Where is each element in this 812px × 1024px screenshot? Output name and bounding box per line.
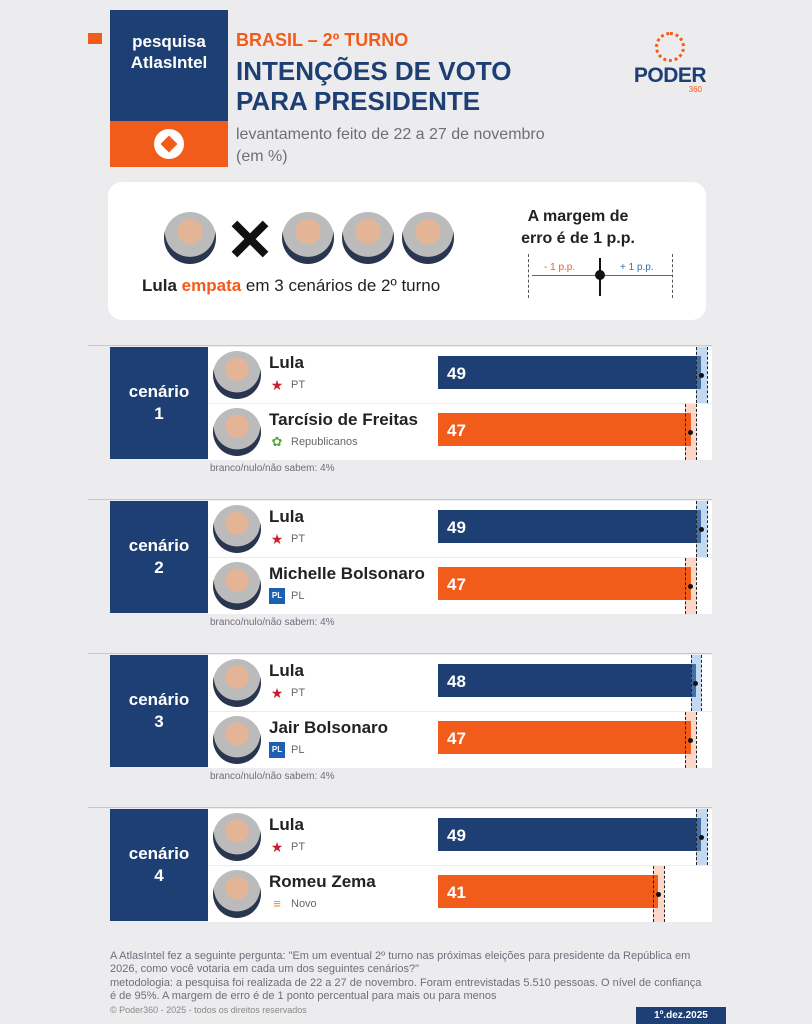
publisher-number: 360 bbox=[688, 85, 702, 94]
vote-bar bbox=[438, 510, 701, 543]
error-min-line bbox=[696, 347, 697, 403]
error-max-line bbox=[707, 809, 708, 865]
error-min-line bbox=[696, 809, 697, 865]
kicker: BRASIL – 2º TURNO bbox=[236, 30, 409, 50]
versus-icon bbox=[230, 219, 270, 259]
scenario-divider bbox=[88, 653, 712, 654]
point-estimate bbox=[688, 738, 693, 743]
lula-avatar bbox=[213, 813, 261, 861]
party-name: PT bbox=[291, 379, 306, 391]
scenario-divider bbox=[88, 807, 712, 808]
scenario-label bbox=[110, 347, 208, 459]
scenario-label-word: cenário bbox=[128, 536, 190, 555]
candidate-name: Lula bbox=[269, 507, 304, 526]
survey-question: A AtlasIntel fez a seguinte pergunta: "Em um eventual 2º turno nas próximas eleições para presidente da República em 2026, como você votaria em cada um dos seguintes cenários?" bbox=[110, 950, 691, 975]
scale-minus-label: - 1 p.p. bbox=[544, 262, 576, 273]
summary-card bbox=[108, 182, 706, 320]
lula-avatar bbox=[213, 505, 261, 553]
pl-icon: PL bbox=[269, 742, 285, 758]
error-min-line bbox=[691, 655, 692, 711]
point-estimate bbox=[699, 373, 704, 378]
summary-highlight: empata bbox=[181, 276, 242, 295]
atlasintel-brand bbox=[110, 10, 228, 167]
candidate-name: Lula bbox=[269, 815, 304, 834]
candidate-row bbox=[208, 809, 438, 865]
error-range bbox=[691, 655, 702, 711]
scenario-label-number: 1 bbox=[154, 404, 164, 423]
undecided-note: branco/nulo/não sabem: 4% bbox=[210, 771, 335, 782]
candidate-party bbox=[269, 377, 305, 393]
candidate-party bbox=[269, 531, 305, 547]
vote-bar bbox=[438, 875, 658, 908]
brand-logo-band bbox=[110, 121, 228, 167]
error-min-line bbox=[685, 558, 686, 614]
candidate-row bbox=[208, 712, 438, 768]
error-max-line bbox=[664, 866, 665, 922]
lula-avatar bbox=[213, 659, 261, 707]
scenario-label-number: 3 bbox=[154, 712, 164, 731]
bar-track bbox=[438, 404, 712, 460]
error-min-line bbox=[653, 866, 654, 922]
candidate-party bbox=[269, 434, 358, 450]
summary-text-start: Lula bbox=[142, 276, 182, 295]
tarcisio-de-freitas-avatar bbox=[213, 408, 261, 456]
party-name: PL bbox=[291, 590, 305, 602]
candidate-row bbox=[208, 558, 438, 614]
michelle-bolsonaro-avatar bbox=[213, 562, 261, 610]
error-min-line bbox=[685, 404, 686, 460]
bar-track bbox=[438, 347, 712, 403]
error-range bbox=[685, 558, 696, 614]
vote-bar bbox=[438, 567, 691, 600]
bar-value-label: 49 bbox=[447, 826, 466, 845]
error-range bbox=[685, 404, 696, 460]
bar-track bbox=[438, 866, 712, 922]
brand-label bbox=[110, 10, 228, 121]
party-name: Republicanos bbox=[291, 436, 358, 448]
error-max-line bbox=[701, 655, 702, 711]
bar-track bbox=[438, 501, 712, 557]
page-title: INTENÇÕES DE VOTO PARA PRESIDENTE bbox=[236, 56, 512, 116]
error-max-line bbox=[707, 347, 708, 403]
bar-value-label: 41 bbox=[447, 883, 466, 902]
scale-center-dot bbox=[595, 270, 605, 280]
scenario-1 bbox=[88, 345, 712, 475]
candidate-party bbox=[269, 839, 305, 855]
header-accent bbox=[88, 33, 102, 44]
publisher-name: PODER bbox=[633, 64, 707, 87]
error-min-line bbox=[696, 501, 697, 557]
margin-of-error-title: A margem de erro é de 1 p.p. bbox=[521, 208, 635, 247]
scenario-2 bbox=[88, 499, 712, 629]
error-range bbox=[685, 712, 696, 768]
star-icon: ★ bbox=[270, 377, 284, 393]
scale-right-bound bbox=[672, 254, 673, 298]
lula-avatar bbox=[213, 351, 261, 399]
bar-value-label: 47 bbox=[447, 421, 466, 440]
error-range bbox=[696, 809, 707, 865]
novo-icon: ≡ bbox=[273, 896, 281, 911]
date-badge: 1º.dez.2025 bbox=[636, 1007, 726, 1024]
jair-bolsonaro-avatar bbox=[282, 212, 334, 264]
lula-avatar bbox=[164, 212, 216, 264]
candidate-row bbox=[208, 501, 438, 557]
bar-value-label: 49 bbox=[447, 364, 466, 383]
candidate-row bbox=[208, 866, 438, 922]
point-estimate bbox=[699, 835, 704, 840]
scenario-label-word: cenário bbox=[128, 690, 190, 709]
point-estimate bbox=[699, 527, 704, 532]
candidate-name: Lula bbox=[269, 353, 304, 372]
sun-icon bbox=[655, 32, 685, 62]
candidate-name: Romeu Zema bbox=[269, 872, 376, 891]
poder360-logo bbox=[632, 32, 708, 94]
undecided-note: branco/nulo/não sabem: 4% bbox=[210, 463, 335, 474]
undecided-note: branco/nulo/não sabem: 4% bbox=[210, 617, 335, 628]
error-min-line bbox=[685, 712, 686, 768]
candidate-row bbox=[208, 655, 438, 711]
scenario-label-word: cenário bbox=[128, 382, 190, 401]
error-max-line bbox=[696, 404, 697, 460]
error-max-line bbox=[707, 501, 708, 557]
scenario-label bbox=[110, 809, 208, 921]
point-estimate bbox=[693, 681, 698, 686]
bar-track bbox=[438, 558, 712, 614]
candidate-row bbox=[208, 404, 438, 460]
candidate-name: Michelle Bolsonaro bbox=[269, 564, 425, 583]
bar-track bbox=[438, 712, 712, 768]
bar-value-label: 47 bbox=[447, 575, 466, 594]
candidate-party bbox=[269, 588, 304, 604]
margin-scale bbox=[528, 254, 676, 300]
vote-bar bbox=[438, 356, 701, 389]
candidate-name: Lula bbox=[269, 661, 304, 680]
bar-value-label: 47 bbox=[447, 729, 466, 748]
candidate-name: Jair Bolsonaro bbox=[269, 718, 389, 737]
scenario-divider bbox=[88, 499, 712, 500]
scenario-divider bbox=[88, 345, 712, 346]
party-name: PT bbox=[291, 687, 306, 699]
scenario-label-number: 4 bbox=[154, 866, 164, 885]
bar-value-label: 48 bbox=[447, 672, 466, 691]
bar-value-label: 49 bbox=[447, 518, 466, 537]
atlasintel-logo-icon bbox=[154, 129, 184, 159]
methodology: metodologia: a pesquisa foi realizada de 22 a 27 de novembro. Foram entrevistadas 5.510 pessoas. O nível de confiança é de 95%. A margem de erro é de 1 ponto percentual para mais ou para menos bbox=[110, 977, 702, 1002]
bar-track bbox=[438, 809, 712, 865]
scenario-3 bbox=[88, 653, 712, 783]
tarcisio-avatar bbox=[402, 212, 454, 264]
party-name: PL bbox=[291, 744, 305, 756]
summary-text-end: em 3 cenários de 2º turno bbox=[241, 276, 441, 295]
star-icon: ★ bbox=[270, 531, 284, 547]
copyright: © Poder360 - 2025 - todos os direitos reservados bbox=[110, 1005, 307, 1015]
page-subtitle: levantamento feito de 22 a 27 de novembro (em %) bbox=[236, 126, 545, 165]
scenario-label bbox=[110, 501, 208, 613]
brand-line-2: AtlasIntel bbox=[130, 53, 208, 72]
party-name: Novo bbox=[291, 898, 317, 910]
error-range bbox=[696, 501, 707, 557]
scenario-label-word: cenário bbox=[128, 844, 190, 863]
brand-line-1: pesquisa bbox=[132, 32, 206, 51]
candidate-name: Tarcísio de Freitas bbox=[269, 410, 418, 429]
star-icon: ★ bbox=[270, 685, 284, 701]
tree-icon: ✿ bbox=[271, 434, 283, 449]
party-name: PT bbox=[291, 533, 306, 545]
party-name: PT bbox=[291, 841, 306, 853]
candidate-party bbox=[269, 896, 317, 912]
scale-left-bound bbox=[528, 254, 529, 298]
vote-bar bbox=[438, 721, 691, 754]
point-estimate bbox=[688, 430, 693, 435]
candidate-row bbox=[208, 347, 438, 403]
error-range bbox=[696, 347, 707, 403]
scenario-label bbox=[110, 655, 208, 767]
candidate-party bbox=[269, 685, 305, 701]
scenario-4 bbox=[88, 807, 712, 937]
vote-bar bbox=[438, 413, 691, 446]
error-max-line bbox=[696, 558, 697, 614]
pl-icon: PL bbox=[269, 588, 285, 604]
error-range bbox=[653, 866, 664, 922]
vote-bar bbox=[438, 818, 701, 851]
bar-track bbox=[438, 655, 712, 711]
error-max-line bbox=[696, 712, 697, 768]
star-icon: ★ bbox=[270, 839, 284, 855]
summary-headline bbox=[142, 276, 440, 296]
point-estimate bbox=[688, 584, 693, 589]
footer-notes bbox=[110, 950, 710, 1004]
scenario-label-number: 2 bbox=[154, 558, 164, 577]
romeu-zema-avatar bbox=[213, 870, 261, 918]
scale-plus-label: + 1 p.p. bbox=[620, 262, 654, 273]
vote-bar bbox=[438, 664, 696, 697]
jair-bolsonaro-avatar bbox=[213, 716, 261, 764]
michelle-bolsonaro-avatar bbox=[342, 212, 394, 264]
candidate-party bbox=[269, 742, 304, 758]
point-estimate bbox=[656, 892, 661, 897]
